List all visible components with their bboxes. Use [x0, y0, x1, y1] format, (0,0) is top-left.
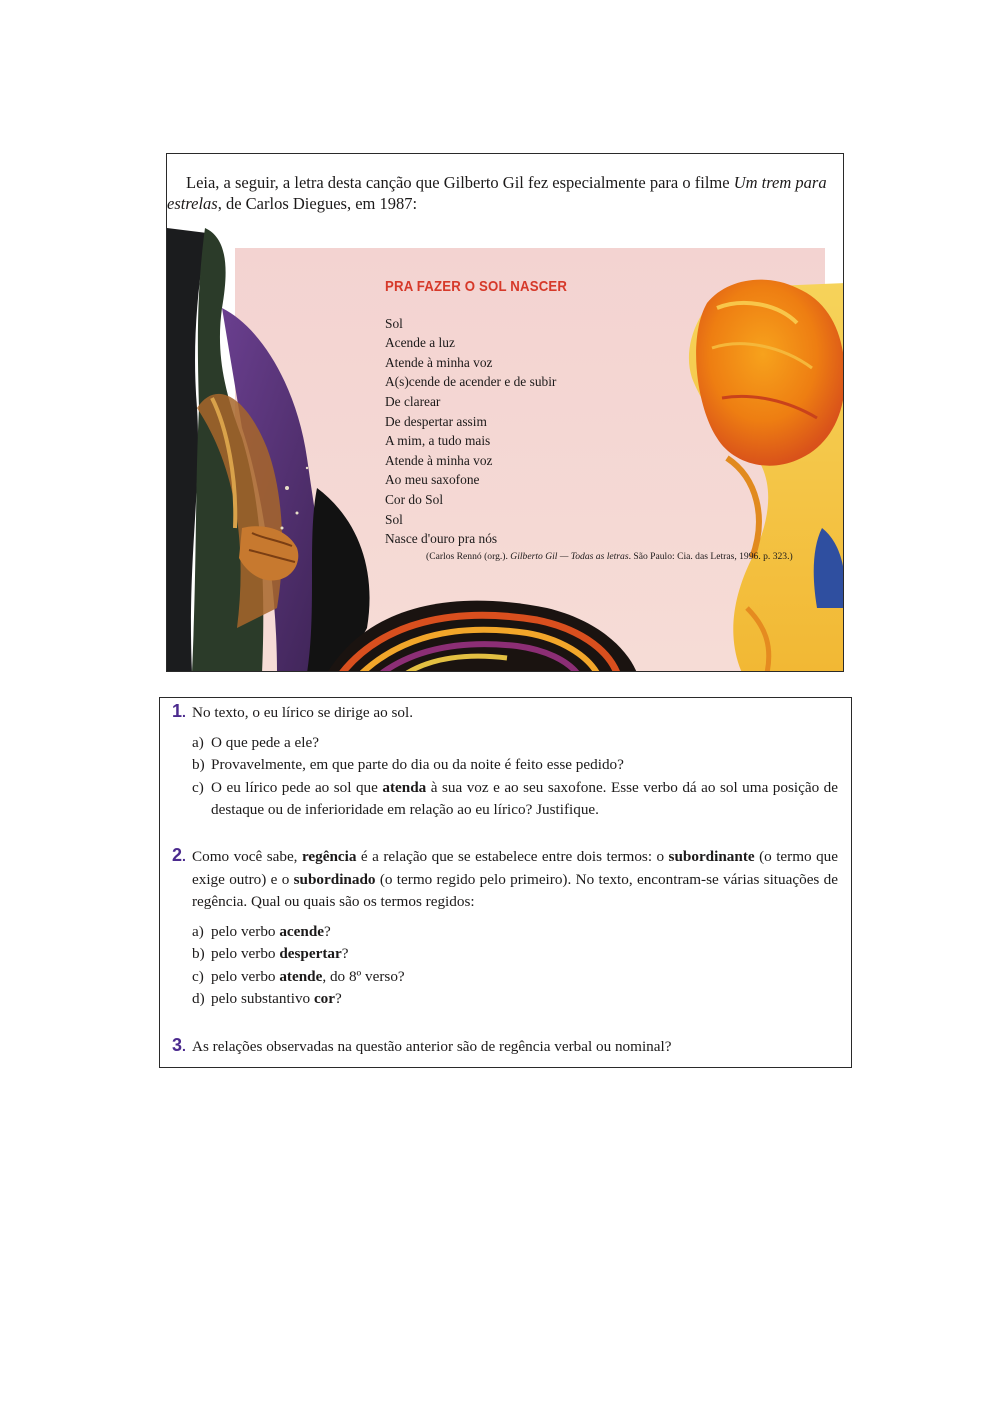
- intro-text-end: , de Carlos Diegues, em 1987:: [217, 194, 418, 213]
- poem-title: PRA FAZER O SOL NASCER: [385, 278, 568, 295]
- poem-credit: [426, 550, 793, 563]
- question-item: [192, 988, 838, 1011]
- text-segment: (o termo que exige outro) e o: [192, 848, 838, 888]
- poem-verse: Cor do Sol: [385, 491, 444, 507]
- question-number-digit: 3: [172, 1035, 183, 1055]
- item-letter: b): [192, 945, 205, 962]
- bold-term: regência: [301, 848, 357, 865]
- question-1: [172, 702, 838, 822]
- item-text: , do 8º verso?: [322, 967, 405, 985]
- credit-publisher: . São Paulo: Cia. das Letras, 1996. p. 323.): [628, 550, 793, 562]
- bold-term: subordinante: [668, 848, 755, 865]
- poem-verse: De clarear: [385, 393, 441, 409]
- poem-verse: Atende à minha voz: [385, 452, 493, 468]
- question-number: [172, 1034, 186, 1058]
- poem: [385, 277, 793, 563]
- item-text: ?: [324, 922, 331, 940]
- item-letter: a): [192, 922, 204, 940]
- item-text: pelo verbo: [211, 922, 280, 940]
- question-items: [192, 732, 838, 822]
- intro-text: Leia, a seguir, a letra desta canção que Gilberto Gil fez especialmente para o filme: [186, 173, 734, 192]
- question-number: [172, 700, 186, 724]
- item-letter: a): [192, 733, 204, 751]
- question-number-dot: .: [182, 1038, 186, 1054]
- item-letter: d): [192, 990, 205, 1007]
- question-item: [192, 966, 838, 989]
- question-number-digit: 1: [172, 701, 183, 721]
- item-text: ?: [335, 990, 342, 1007]
- question-text: [192, 846, 838, 914]
- item-letter: b): [192, 756, 205, 773]
- question-number-digit: 2: [172, 845, 183, 865]
- item-letter: c): [192, 967, 204, 985]
- item-text: à sua voz e ao seu saxofone. Esse verbo dá ao sol uma posição de destaque ou de inferioridade em relação ao eu lírico? Justifique.: [211, 778, 839, 818]
- item-text: ?: [341, 945, 349, 962]
- poem-verse: A mim, a tudo mais: [385, 433, 491, 449]
- item-letter: c): [192, 778, 204, 796]
- question-number-dot: .: [182, 848, 186, 864]
- poem-verse: Ao meu saxofone: [385, 472, 480, 488]
- intro-paragraph: [167, 172, 844, 214]
- item-text: pelo verbo: [211, 967, 280, 985]
- item-text: O eu lírico pede ao sol que: [211, 778, 383, 796]
- item-bold-term: acende: [279, 922, 325, 940]
- item-bold-term: despertar: [279, 945, 342, 962]
- question-text: As relações observadas na questão anterior são de regência verbal ou nominal?: [192, 1038, 672, 1055]
- bold-term: subordinado: [293, 870, 376, 888]
- question-item: [192, 943, 838, 966]
- film-title: Um trem para estrelas: [167, 173, 827, 213]
- questions-panel: [159, 697, 852, 1068]
- credit-book-title: Gilberto Gil — Todas as letras: [510, 550, 629, 562]
- item-text: pelo substantivo: [211, 990, 314, 1007]
- poem-verse: Sol: [385, 511, 403, 527]
- item-bold-term: cor: [313, 990, 336, 1007]
- question-item: [192, 777, 838, 822]
- question-2: [172, 846, 838, 1011]
- question-number: [172, 844, 186, 868]
- question-item: [192, 921, 838, 944]
- poem-verse: Atende à minha voz: [385, 354, 493, 370]
- question-number-dot: .: [182, 704, 186, 720]
- question-item: [192, 732, 838, 755]
- question-items: [192, 921, 838, 1011]
- poem-verse: A(s)cende de acender e de subir: [385, 374, 557, 390]
- poem-panel: [166, 153, 844, 672]
- item-bold-term: atenda: [382, 778, 427, 796]
- question-3: [172, 1036, 838, 1059]
- poem-verse: Nasce d'ouro pra nós: [385, 531, 498, 547]
- poem-verse: De despertar assim: [385, 413, 487, 429]
- text-segment: (o termo regido pelo primeiro). No texto, encontram-se várias situações de regência. Qual ou quais são os termos regidos:: [192, 870, 838, 910]
- credit-text: (Carlos Rennó (org.).: [426, 550, 511, 562]
- item-bold-term: atende: [279, 967, 323, 985]
- item-text: pelo verbo: [211, 945, 280, 962]
- text-segment: é a relação que se estabelece entre dois termos: o: [356, 848, 669, 865]
- item-text: O que pede a ele?: [211, 733, 319, 751]
- poem-verse: Sol: [385, 315, 403, 331]
- item-text: Provavelmente, em que parte do dia ou da noite é feito esse pedido?: [211, 756, 624, 773]
- text-segment: Como você sabe,: [192, 848, 302, 865]
- question-item: [192, 754, 838, 777]
- question-text: No texto, o eu lírico se dirige ao sol.: [192, 704, 414, 721]
- poem-verse: Acende a luz: [385, 335, 455, 351]
